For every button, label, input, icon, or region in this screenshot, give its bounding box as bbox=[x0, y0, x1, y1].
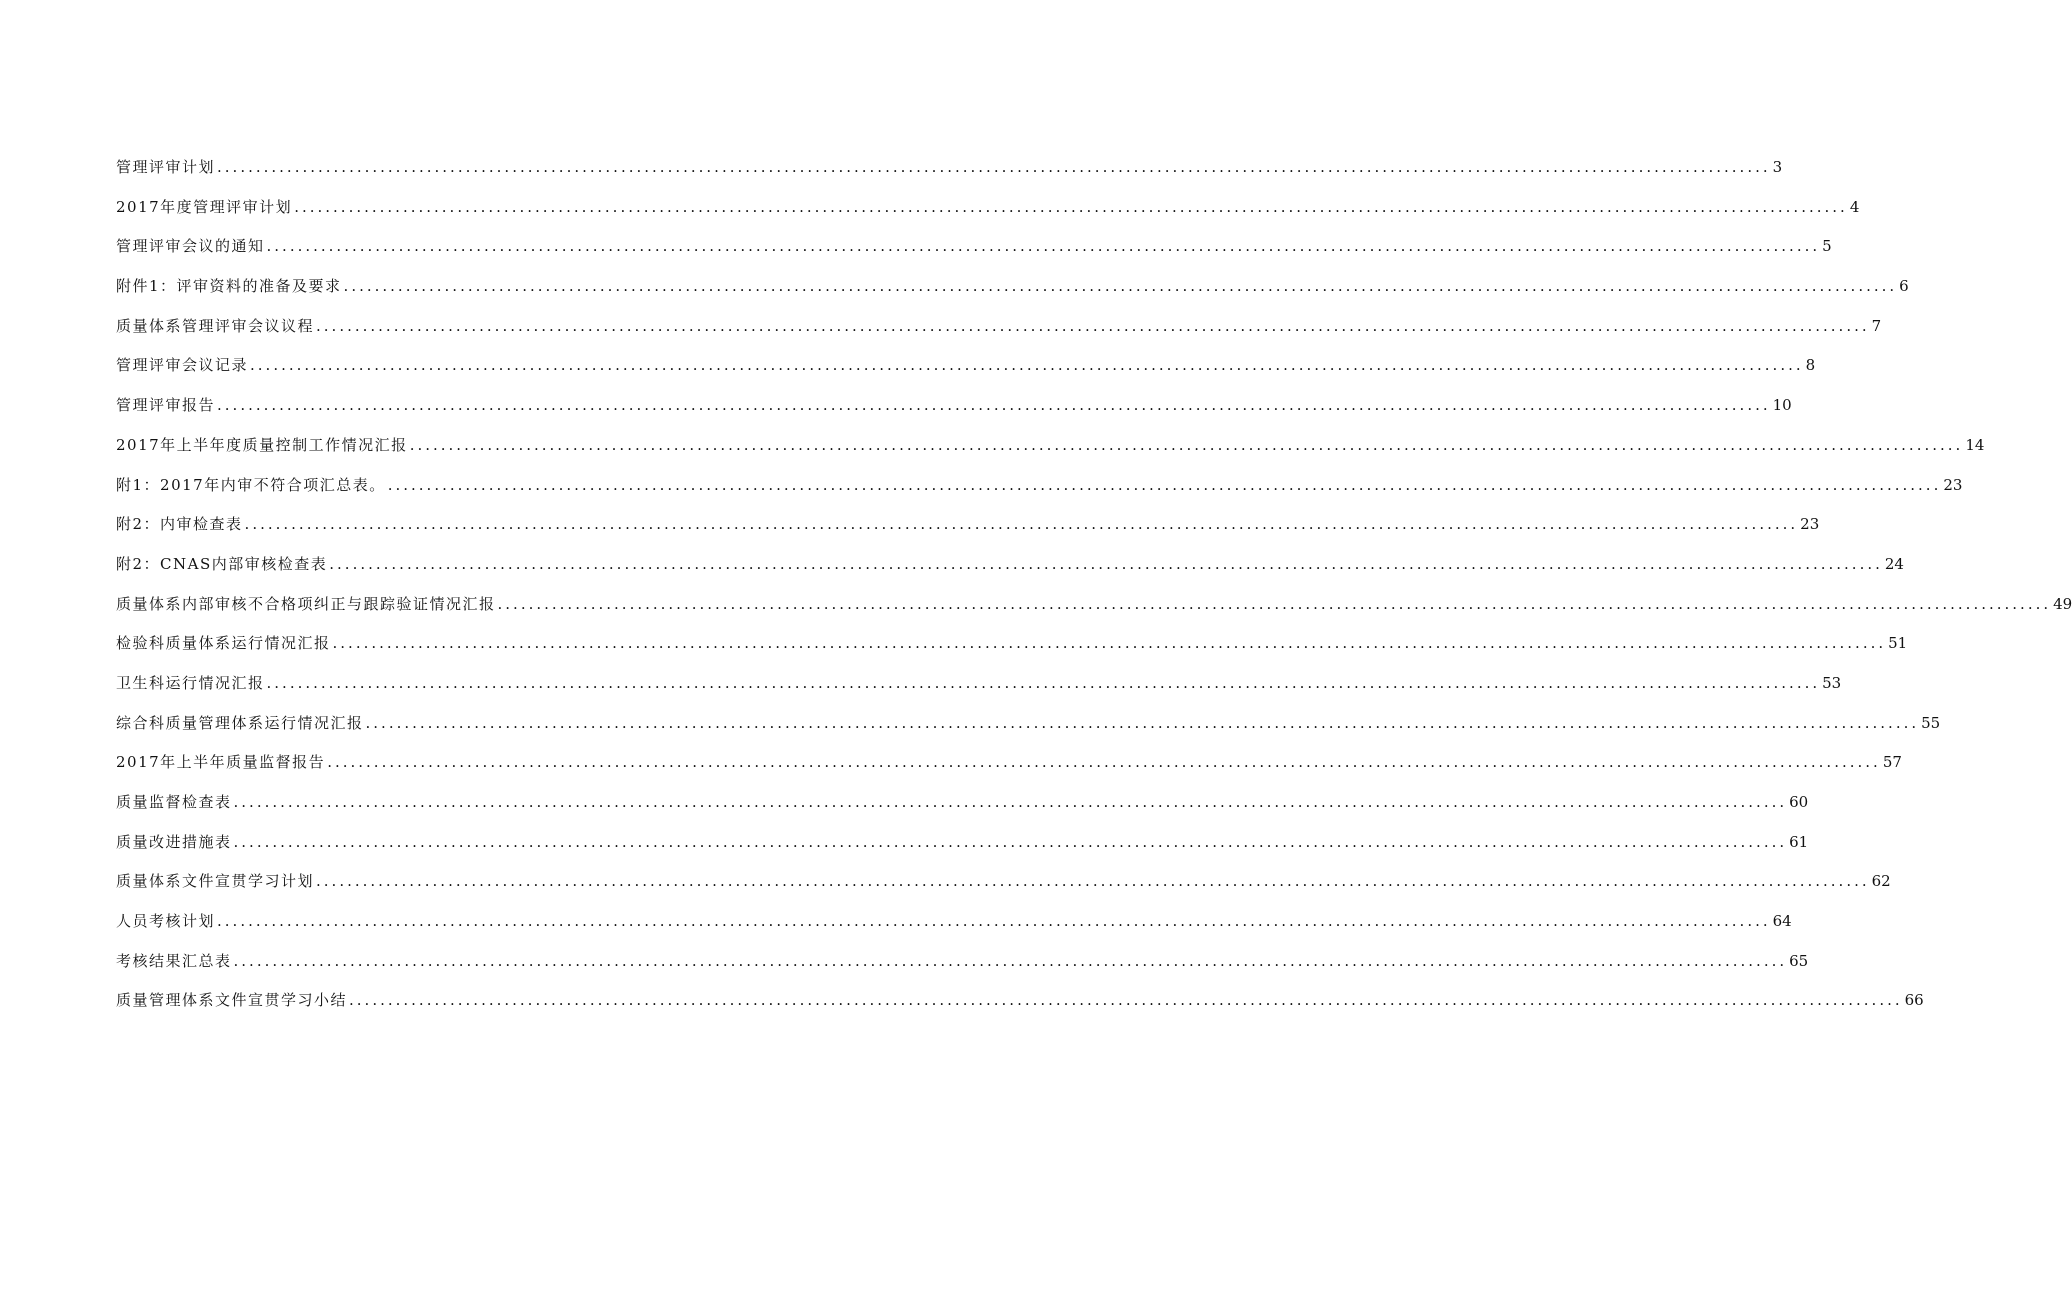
dot-leader: ........................................................................................................................................................................................................ bbox=[387, 475, 1942, 494]
toc-entry-page: 51 bbox=[1888, 634, 1908, 653]
toc-entry-label: 质量管理体系文件宣贯学习小结 bbox=[116, 991, 348, 1010]
toc-entry[interactable] bbox=[116, 632, 1908, 672]
toc-entry[interactable] bbox=[116, 672, 1842, 712]
toc-entry[interactable] bbox=[116, 394, 1792, 434]
dot-leader: ........................................................................................................................................................................................................ bbox=[409, 435, 1964, 454]
toc-entry[interactable] bbox=[116, 513, 1820, 553]
toc-entry-page: 8 bbox=[1805, 356, 1816, 375]
toc-entry-label: 人员考核计划 bbox=[116, 912, 216, 931]
toc-entry[interactable] bbox=[116, 434, 1985, 474]
dot-leader: ........................................................................................................................................................................................................ bbox=[233, 832, 1788, 851]
dot-leader: ........................................................................................................................................................................................................ bbox=[233, 793, 1788, 811]
toc-entry-page: 53 bbox=[1822, 673, 1842, 692]
toc-entry-label: 附2：CNAS内部审核检查表 bbox=[116, 554, 328, 573]
toc-entry-label: 附件1：评审资料的准备及要求 bbox=[116, 277, 342, 296]
toc-entry[interactable] bbox=[116, 950, 1809, 990]
toc-entry-page: 6 bbox=[1899, 277, 1909, 296]
toc-entry-label: 卫生科运行情况汇报 bbox=[116, 673, 265, 692]
toc-entry[interactable] bbox=[116, 156, 1783, 196]
toc-entry-label: 2017年上半年质量监督报告 bbox=[116, 753, 326, 772]
toc-entry[interactable] bbox=[116, 712, 1941, 752]
dot-leader: ........................................................................................................................................................................................................ bbox=[329, 554, 1883, 573]
dot-leader: ........................................................................................................................................................................................................ bbox=[327, 753, 1881, 772]
toc-entry-page: 7 bbox=[1871, 316, 1882, 335]
toc-entry-page: 61 bbox=[1789, 832, 1809, 851]
toc-entry-label: 质量监督检查表 bbox=[116, 793, 232, 811]
toc-entry[interactable] bbox=[116, 910, 1792, 950]
toc-entry-page: 64 bbox=[1772, 912, 1792, 931]
dot-leader: ........................................................................................................................................................................................................ bbox=[250, 356, 1804, 375]
toc-entry[interactable] bbox=[116, 593, 2072, 633]
dot-leader: ........................................................................................................................................................................................................ bbox=[332, 634, 1887, 653]
toc-entry-label: 管理评审计划 bbox=[116, 158, 216, 176]
dot-leader: ........................................................................................................................................................................................................ bbox=[294, 197, 1848, 216]
toc-entry[interactable] bbox=[116, 553, 1904, 593]
toc-entry[interactable] bbox=[116, 989, 1924, 1029]
dot-leader: ........................................................................................................................................................................................................ bbox=[343, 277, 1898, 296]
toc-entry[interactable] bbox=[116, 791, 1809, 831]
toc-entry-page: 23 bbox=[1800, 515, 1820, 534]
toc-entry-page: 60 bbox=[1789, 793, 1809, 811]
toc-entry-page: 65 bbox=[1789, 951, 1809, 970]
toc-entry-label: 附2：内审检查表 bbox=[116, 515, 243, 534]
dot-leader: ........................................................................................................................................................................................................ bbox=[217, 396, 1771, 415]
dot-leader: ........................................................................................................................................................................................................ bbox=[217, 912, 1771, 931]
toc-entry[interactable] bbox=[116, 831, 1809, 871]
dot-leader: ........................................................................................................................................................................................................ bbox=[233, 951, 1788, 970]
toc-entry[interactable] bbox=[116, 354, 1816, 394]
toc-entry-page: 14 bbox=[1965, 435, 1985, 454]
dot-leader: ........................................................................................................................................................................................................ bbox=[217, 158, 1771, 176]
toc-entry-label: 管理评审会议记录 bbox=[116, 356, 249, 375]
toc-entry-page: 10 bbox=[1772, 396, 1792, 415]
dot-leader: ........................................................................................................................................................................................................ bbox=[316, 872, 1870, 891]
toc-entry[interactable] bbox=[116, 235, 1832, 275]
toc-entry-label: 质量体系内部审核不合格项纠正与跟踪验证情况汇报 bbox=[116, 594, 496, 613]
toc-entry[interactable] bbox=[116, 196, 1860, 236]
toc-entry[interactable] bbox=[116, 870, 1891, 910]
toc-entry-label: 质量体系管理评审会议议程 bbox=[116, 316, 315, 335]
toc-entry-label: 管理评审会议的通知 bbox=[116, 237, 265, 256]
toc-entry-label: 2017年上半年度质量控制工作情况汇报 bbox=[116, 435, 408, 454]
dot-leader: ........................................................................................................................................................................................................ bbox=[497, 594, 2052, 613]
toc-entry-page: 3 bbox=[1772, 158, 1783, 176]
toc-entry-label: 综合科质量管理体系运行情况汇报 bbox=[116, 713, 364, 732]
dot-leader: ........................................................................................................................................................................................................ bbox=[266, 237, 1821, 256]
toc-entry-page: 49 bbox=[2053, 594, 2072, 613]
toc-entry-label: 2017年度管理评审计划 bbox=[116, 197, 293, 216]
toc-entry-page: 57 bbox=[1882, 753, 1902, 772]
toc-entry-page: 4 bbox=[1849, 197, 1860, 216]
toc-entry-label: 考核结果汇总表 bbox=[116, 951, 232, 970]
toc-entry-page: 62 bbox=[1871, 872, 1891, 891]
toc-entry-page: 55 bbox=[1921, 713, 1941, 732]
toc-entry-page: 66 bbox=[1904, 991, 1924, 1010]
toc-entry-label: 管理评审报告 bbox=[116, 396, 216, 415]
dot-leader: ........................................................................................................................................................................................................ bbox=[365, 713, 1920, 732]
toc-entry-label: 检验科质量体系运行情况汇报 bbox=[116, 634, 331, 653]
toc-entry-page: 23 bbox=[1943, 475, 1963, 494]
toc-entry[interactable] bbox=[116, 315, 1882, 355]
dot-leader: ........................................................................................................................................................................................................ bbox=[266, 673, 1821, 692]
toc-entry[interactable] bbox=[116, 751, 1902, 791]
toc-entry-page: 5 bbox=[1822, 237, 1832, 256]
toc-entry[interactable] bbox=[116, 474, 1963, 514]
dot-leader: ........................................................................................................................................................................................................ bbox=[244, 515, 1799, 534]
toc-entry[interactable] bbox=[116, 275, 1909, 315]
dot-leader: ........................................................................................................................................................................................................ bbox=[349, 991, 1903, 1010]
dot-leader: ........................................................................................................................................................................................................ bbox=[316, 316, 1870, 335]
table-of-contents bbox=[116, 156, 2072, 1029]
toc-entry-page: 24 bbox=[1884, 554, 1904, 573]
toc-entry-label: 质量改进措施表 bbox=[116, 832, 232, 851]
toc-entry-label: 附1：2017年内审不符合项汇总表。 bbox=[116, 475, 386, 494]
toc-entry-label: 质量体系文件宣贯学习计划 bbox=[116, 872, 315, 891]
